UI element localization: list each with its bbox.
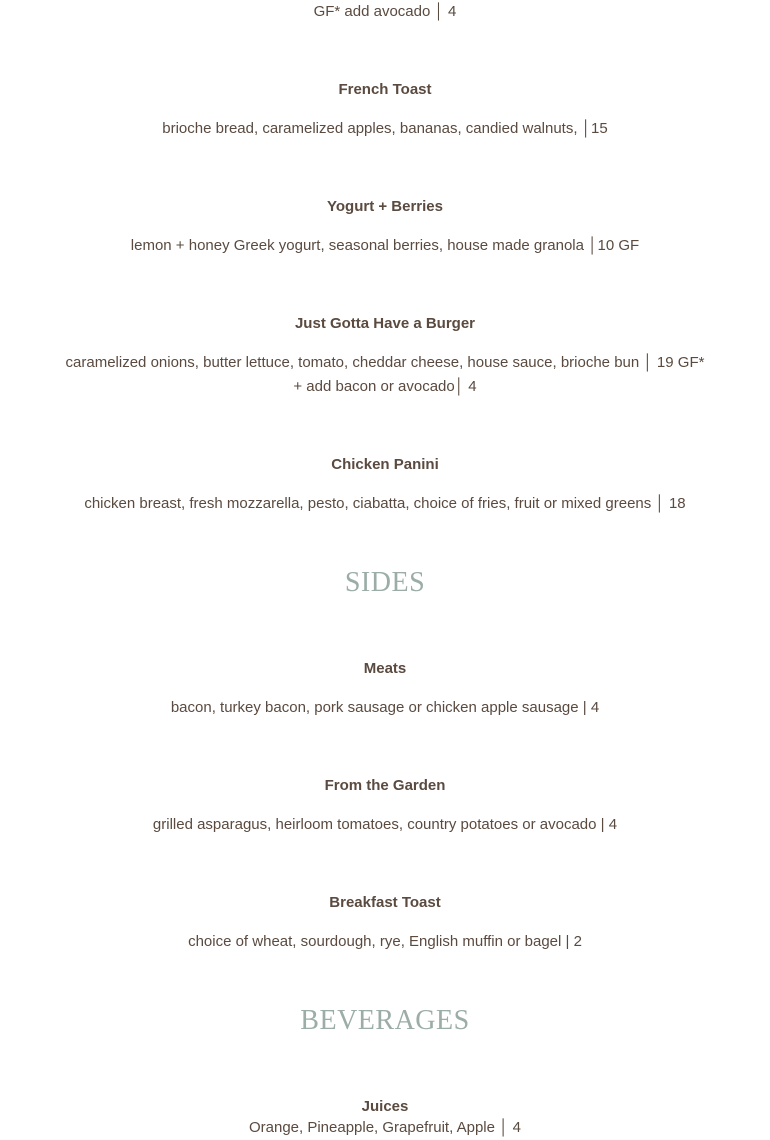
section-heading-sides: SIDES — [344, 567, 426, 598]
menu-item-title: Breakfast Toast — [329, 894, 441, 911]
menu-item-title: Just Gotta Have a Burger — [294, 315, 476, 332]
section-heading-beverages: BEVERAGES — [300, 1005, 470, 1036]
menu-item-addon: + add bacon or avocado│ 4 — [293, 378, 477, 395]
menu-item-title: French Toast — [338, 81, 432, 98]
menu-item-description: caramelized onions, butter lettuce, tomato, cheddar cheese, house sauce, brioche bun │ 19 GF* — [65, 354, 705, 371]
menu-item-title: Juices — [361, 1098, 409, 1115]
menu-item-description: Orange, Pineapple, Grapefruit, Apple │ 4 — [248, 1119, 522, 1136]
menu-item-title: Chicken Panini — [331, 456, 439, 473]
menu-item-description: choice of wheat, sourdough, rye, English muffin or bagel | 2 — [188, 933, 582, 950]
menu-item-description: brioche bread, caramelized apples, bananas, candied walnuts, │15 — [162, 120, 608, 137]
menu-item-description: lemon + honey Greek yogurt, seasonal berries, house made granola │10 GF — [130, 237, 640, 254]
top-addon-line: GF* add avocado │ 4 — [313, 3, 457, 20]
menu-item-description: bacon, turkey bacon, pork sausage or chicken apple sausage | 4 — [170, 699, 600, 716]
menu-item-title: From the Garden — [324, 777, 446, 794]
menu-item-description: grilled asparagus, heirloom tomatoes, country potatoes or avocado | 4 — [152, 816, 618, 833]
menu-item-title: Yogurt + Berries — [326, 198, 443, 215]
menu-item-title: Meats — [363, 660, 407, 677]
menu-item-description: chicken breast, fresh mozzarella, pesto, ciabatta, choice of fries, fruit or mixed greens │ 18 — [84, 495, 686, 512]
